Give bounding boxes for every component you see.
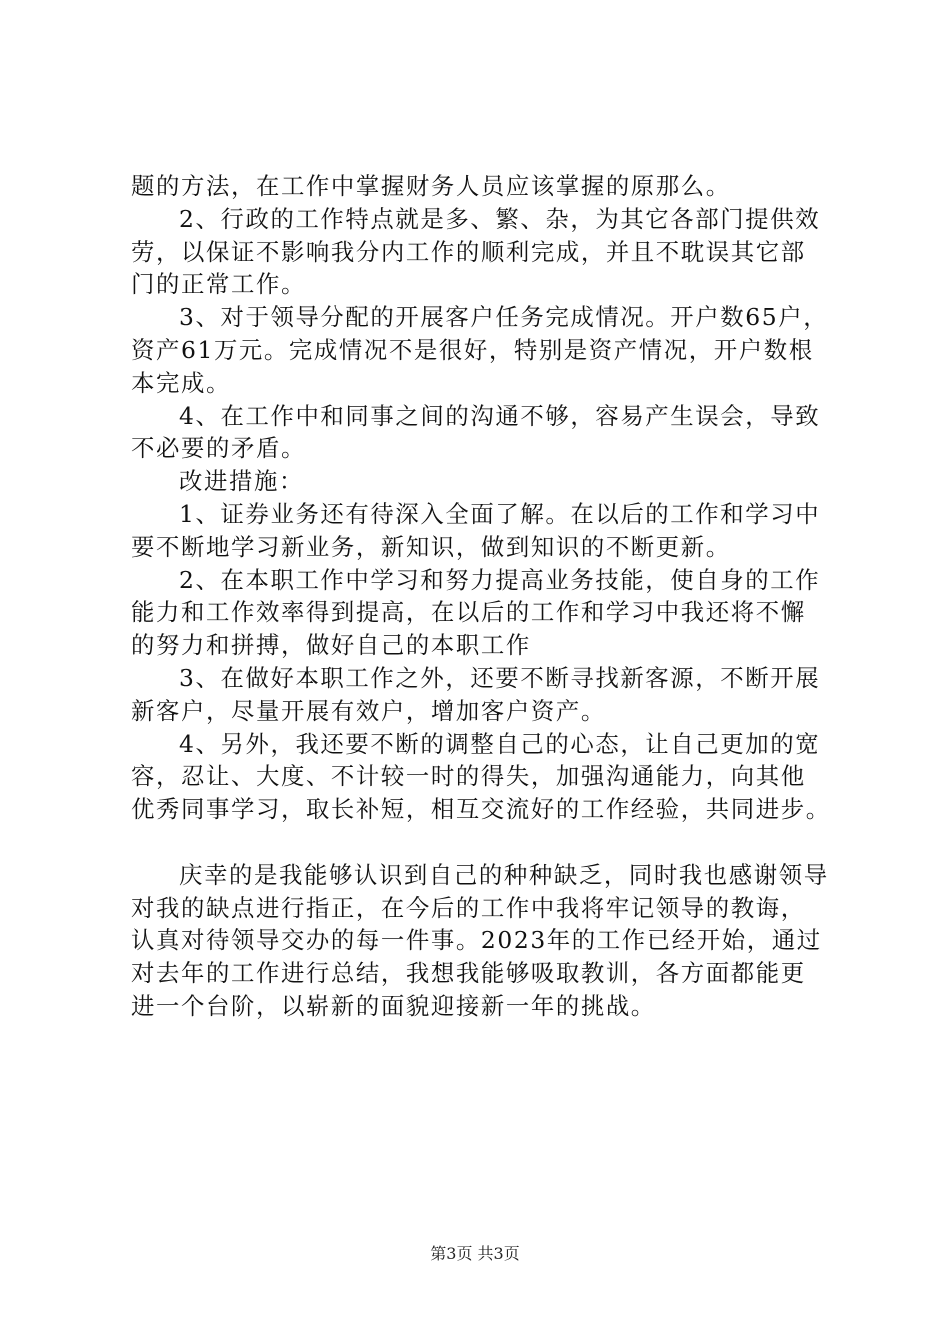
paragraph [131,400,841,466]
text-line: 1、证券业务还有待深入全面了解。在以后的工作和学习中 [179,499,821,528]
text-line: 4、另外，我还要不断的调整自己的心态，让自己更加的宽 [179,729,821,758]
paragraph [131,859,841,1023]
text-line: 劳，以保证不影响我分内工作的顺利完成，并且不耽误其它部 [131,237,806,266]
document-body [131,170,841,1023]
text-line: 进一个台阶，以崭新的面貌迎接新一年的挑战。 [131,991,656,1020]
text-line: 容，忍让、大度、不计较一时的得失，加强沟通能力，向其他 [131,762,806,791]
paragraph-gap [131,826,841,859]
text-line: 3、对于领导分配的开展客户任务完成情况。开户数65户， [179,303,829,332]
text-line: 新客户，尽量开展有效户，增加客户资产。 [131,696,606,725]
text-line: 3、在做好本职工作之外，还要不断寻找新客源，不断开展 [179,663,821,692]
text-line: 庆幸的是我能够认识到自己的种种缺乏，同时我也感谢领导 [179,860,829,889]
text-line: 题的方法，在工作中掌握财务人员应该掌握的原那么。 [131,172,731,200]
text-line: 对我的缺点进行指正，在今后的工作中我将牢记领导的教诲， [131,893,806,922]
paragraph [131,564,841,662]
text-line: 对去年的工作进行总结，我想我能够吸取教训，各方面都能更 [131,959,806,988]
text-line: 本完成。 [131,368,231,397]
text-line: 2、在本职工作中学习和努力提高业务技能，使自身的工作 [179,565,821,594]
text-line: 2、行政的工作特点就是多、繁、杂，为其它各部门提供效 [179,204,821,233]
paragraph [131,728,841,826]
text-line: 优秀同事学习，取长补短，相互交流好的工作经验，共同进步。 [131,795,831,824]
text-line: 的努力和拼搏，做好自己的本职工作 [131,631,531,660]
text-line: 改进措施： [179,467,304,496]
page-footer: 第3页 共3页 [430,1244,520,1263]
paragraph [131,662,841,728]
paragraph [131,203,841,301]
paragraph [131,465,841,498]
text-line: 4、在工作中和同事之间的沟通不够，容易产生误会，导致 [179,401,821,430]
paragraph [131,301,841,399]
text-line: 资产61万元。完成情况不是很好，特别是资产情况，开户数根 [131,335,814,364]
paragraph [131,170,841,203]
text-line: 认真对待领导交办的每一件事。2023年的工作已经开始，通过 [131,926,822,955]
paragraph [131,498,841,564]
text-line: 门的正常工作。 [131,270,306,299]
text-line: 要不断地学习新业务，新知识，做到知识的不断更新。 [131,532,731,561]
text-line: 不必要的矛盾。 [131,434,306,463]
text-line: 能力和工作效率得到提高，在以后的工作和学习中我还将不懈 [131,598,806,627]
